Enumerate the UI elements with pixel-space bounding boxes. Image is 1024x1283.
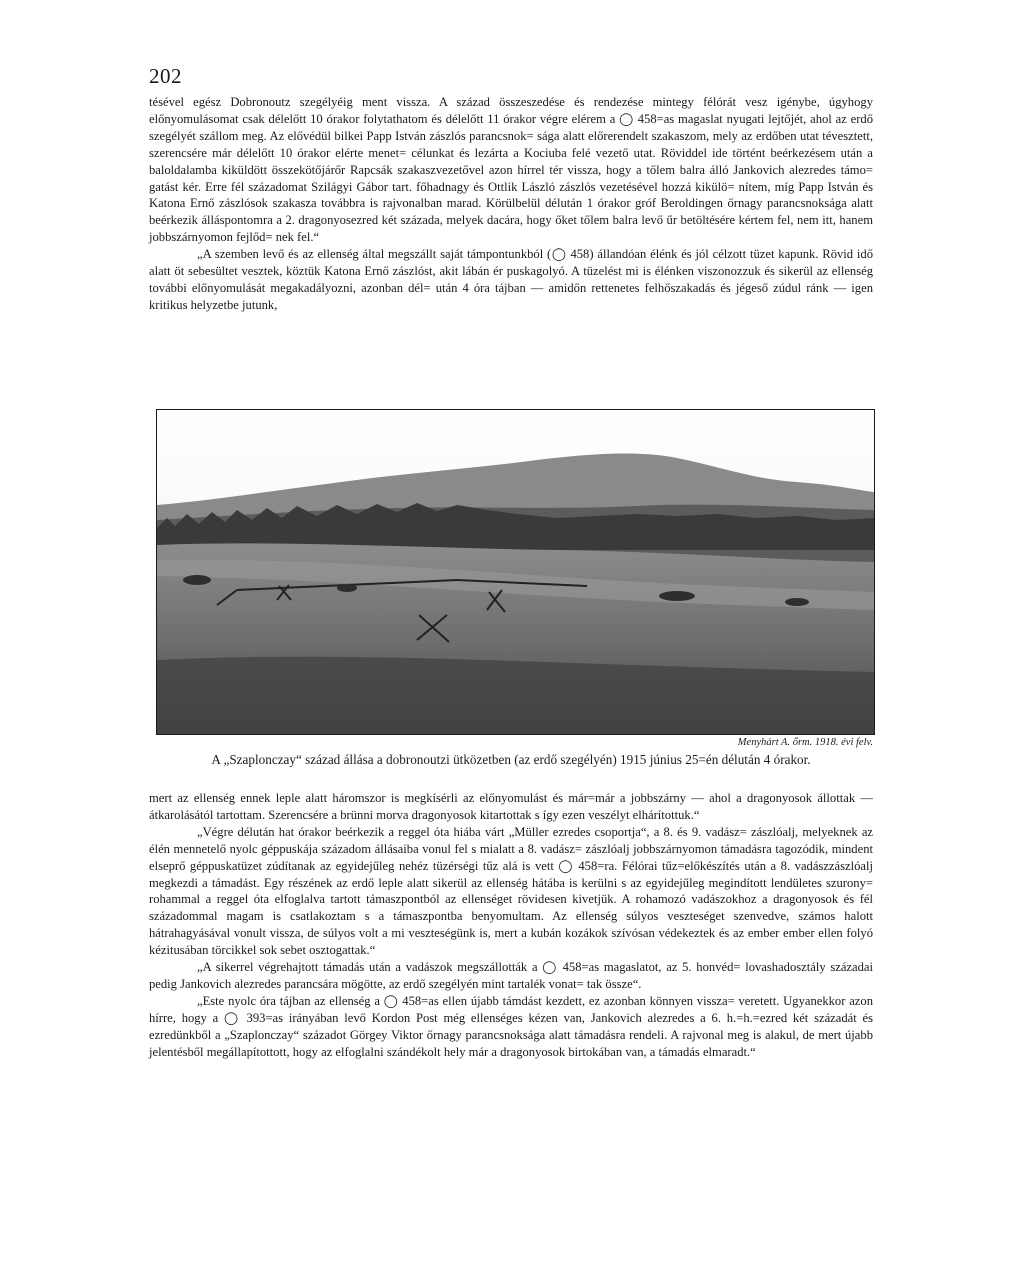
paragraph: mert az ellenség ennek leple alatt háromszor is megkísérli az előnyomulást és már=már a jobbszárny — ahol a dragonyosok állottak — átkarolásától tartottam. Szerencsére a brünni morva dragonyosok kitartottak s így ezen veszélyt elhárítottuk.“ xyxy=(149,791,873,822)
paragraph: „A sikerrel végrehajtott támadás után a vadászok megszállották a ◯ 458=as magaslatot, az 5. honvéd= lovashadosztály századai pedig Jankovich alezredes parancsára mögötte, az erdő szegélyén mint tartalék vonat= tak össze“. xyxy=(149,960,873,991)
paragraph: „Végre délután hat órakor beérkezik a reggel óta hiába várt „Müller ezredes csoportja“, a 8. és 9. vadász= zászlóalj, melyeknek az élén mennetelő nyolc géppuskája századom állásaiba vonul fel s mialatt a 8. vadász= zászlóalj jobbszárnyomon támadásra tagozódik, mindent elseprő géppuskatüzet zúdítanak az egyidejűleg nehéz tüzérségi tűz alá is vett ◯ 458=ra. Félórai tűz=előkészítés után a 8. vadászzászlóalj megkezdi a támadást. Egy részének az erdő leple alatt sikerül az ellenség hátába is kerülni s az egyidejűleg megindított lendületes szurony= rohammal a reggel óta elfoglalva tartott támaszpontból az ellenséget rövidesen kivetjük. A rohamozó vadászokhoz a dragonyosok és fél századommal magam is csatlakoztam s a támaszpontba benyomultam. Az ellenség súlyos veszteséget szenvedve, számos halott hátrahagyásával vonult vissza, de súlyos volt a mi veszteségünk is, mert a kubán kozákok szívósan védekeztek és az ember ember ellen folyó kézitusában törcikkel sok sebet osztogattak.“ xyxy=(149,824,873,958)
page-number: 202 xyxy=(149,64,182,88)
photograph xyxy=(156,409,875,735)
paragraph: „Este nyolc óra tájban az ellenség a ◯ 458=as ellen újabb támdást kezdett, ez azonban könnyen vissza= veretett. Ugyanekkor azon hírre, hogy a ◯ 393=as irányában levő Kordon Post még ellenséges kézen van, Jankovich alezredes a 6. h.=h.=ezred két századát és ezredünkből a „Szaplonczay“ századot Görgey Viktor őrnagy parancsnoksága alatt támadásra rendeli. A rajvonal meg is alakul, de mert újabb jelentésből megállapítottott, hogy az elfoglalni szándékolt hely már a dragonyosok birtokában van, a támadás elmaradt.“ xyxy=(149,993,873,1059)
text-block-top xyxy=(149,94,873,314)
paragraph: „A szemben levő és az ellenség által megszállt saját támpontunkból (◯ 458) állandóan élénk és jól célzott tüzet kapunk. Rövid idő alatt öt sebesültet vesztek, köztük Katona Ernő zászlóst, akit lábán ér puskagolyó. A tüzelést mi is élénken viszonozzuk és sikerül az ellenség további előnyomulását megakadályozni, azonban dél= után 4 óra tájban — amidőn rettenetes felhőszakadás és jégeső zúdul ránk — igen kritikus helyzetbe jutunk, xyxy=(149,247,873,312)
photo-credit: Menyhárt A. őrm. 1918. évi felv. xyxy=(737,737,873,748)
paragraph: tésével egész Dobronoutz szegélyéig ment vissza. A század összeszedése és rendezése mintegy félórát vesz igénybe, úgyhogy előnyomulásomat csak délelőtt 10 órakor folytathatom és délelőtt 11 órakor végre elérem a ◯ 458=as magaslat nyugati lejtőjét, ahol az erdő szegélyét szállom meg. Az elővédül bilkei Papp István zászlós parancsnok= sága alatt előrerendelt szakaszom, mely az erdőben utat tévesztett, szerencsére már délelőtt 10 órakor elérte menet= célunkat és lezárta a Kociuba felé vezető utat. Röviddel ide történt beérkezésem után a baloldalamba kiküldött összekötőjárőr Rapcsák szakaszvezetővel azon hírrel tér vissza, hogy a tőlem balra álló Jankovich alezredes támo= gatást kér. Erre fél századomat Szilágyi Gábor tart. főhadnagy és Ottlik László zászlós vezetésével hozzá kikülö= nítem, míg Papp István és Katona Ernő zászlósok szakasza továbbra is rajvonalban marad. Körülbelül délután 1 órakor gróf Beroldingen őrnagy parancsnoksága alatt beérkezik álláspontomra a 2. dragonyosezred két százada, melyek dacára, hogy őket tőlem balra levő űr betöltésére kértem fel, nem itt, hanem jobbszárnyomon fejlőd= nek fel.“ xyxy=(149,95,873,245)
text-block-bottom xyxy=(149,790,873,1061)
photo-caption: A „Szaplonczay“ század állása a dobronoutzi ütközetben (az erdő szegélyén) 1915 június 25=én délután 4 órakor. xyxy=(211,752,811,767)
landscape-photo xyxy=(157,410,874,734)
